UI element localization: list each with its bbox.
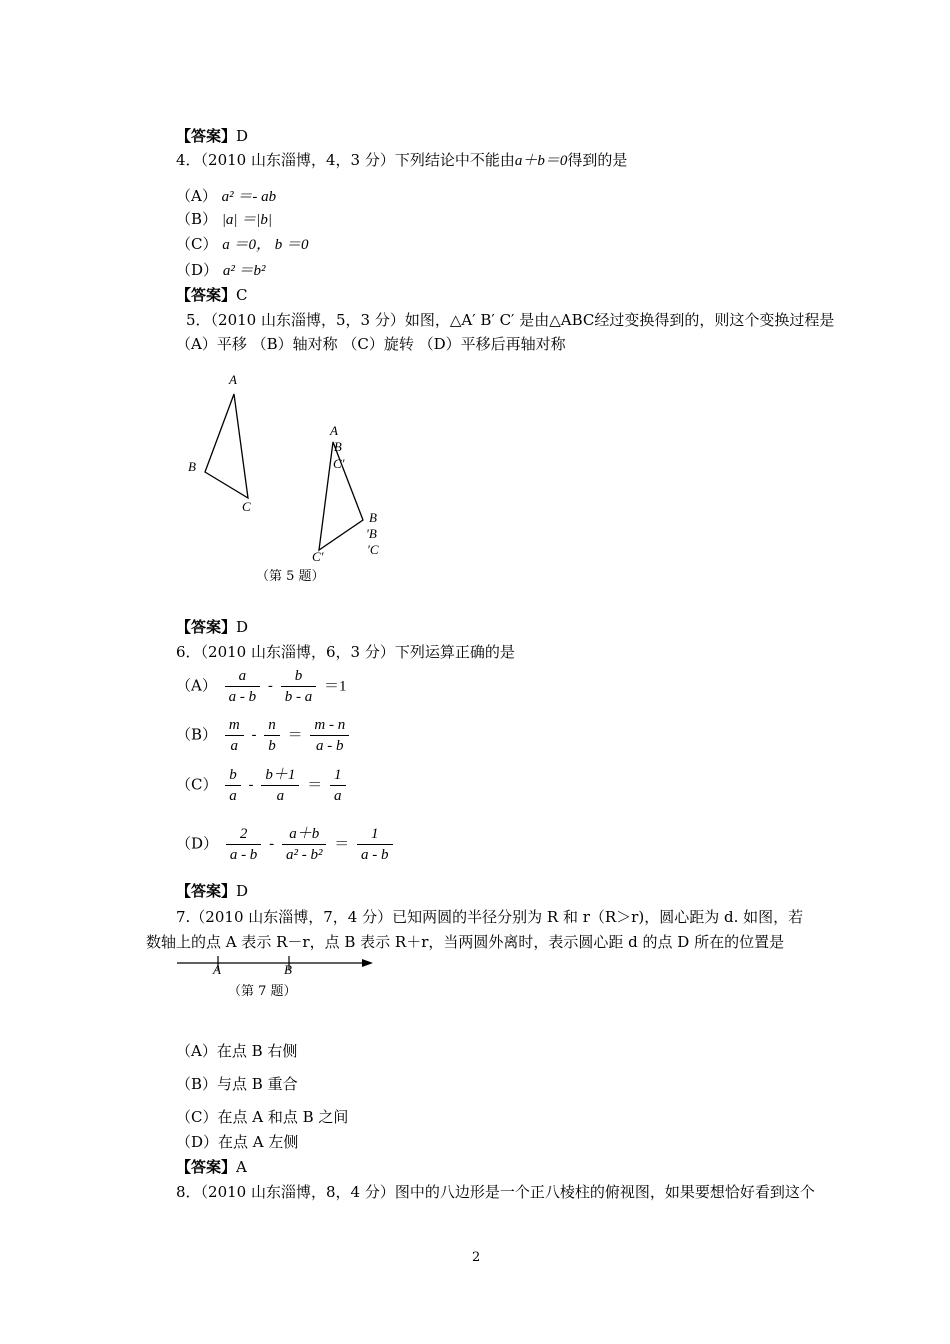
q5-options: （A）平移 （B）轴对称 （C）旋转 （D）平移后再轴对称 — [176, 335, 566, 353]
axis-label-a: A — [213, 962, 221, 977]
label-b-prime-1: B — [369, 510, 377, 525]
q4-option-d: （D） a² ＝b² — [176, 261, 266, 279]
q7-line2: 数轴上的点 A 表示 R－r，点 B 表示 R＋r，当两圆外离时，表示圆心距 d 的点 D 所在的位置是 — [146, 933, 785, 951]
q4-option-c: （C） a ＝0， b ＝0 — [176, 235, 309, 253]
label-c-prime: C′ — [312, 549, 324, 564]
answer-q3: 【答案】D — [176, 127, 249, 145]
axis-label-b: B — [284, 962, 292, 977]
q8-stem: 8．（2010 山东淄博，8，4 分）图中的八边形是一个正八棱柱的俯视图，如果要想恰好看到这个 — [176, 1183, 815, 1201]
q7-option-a: （A）在点 B 右侧 — [176, 1042, 298, 1060]
answer-q7: 【答案】A — [176, 1158, 247, 1176]
answer-q6: 【答案】D — [176, 882, 249, 900]
label-a-prime-2: ′B — [331, 439, 342, 454]
q7-option-c: （C）在点 A 和点 B 之间 — [176, 1108, 349, 1126]
q7-option-d: （D）在点 A 左侧 — [176, 1133, 299, 1151]
page-number: 2 — [472, 1250, 481, 1265]
q4-option-a: （A） a² ＝- ab — [176, 187, 277, 205]
q7-option-b: （B）与点 B 重合 — [176, 1075, 298, 1093]
q5-stem: 5．（2010 山东淄博，5，3 分）如图，△A′ B′ C′ 是由△ABC经过变换得到的，则这个变换过程是 — [186, 311, 835, 329]
q7-figure-caption: （第 7 题） — [228, 984, 297, 999]
q4-stem: 4．（2010 山东淄博，4，3 分）下列结论中不能由a＋b＝0得到的是 — [176, 151, 628, 169]
q7-line1: 7.（2010 山东淄博，7，4 分）已知两圆的半径分别为 R 和 r（R＞r)，圆心距为 d. 如图，若 — [176, 908, 804, 926]
label-a: A — [229, 372, 237, 387]
q5-figure-caption: （第 5 题） — [256, 569, 325, 584]
label-a-prime-3: C′ — [333, 456, 345, 471]
label-a-prime-1: A — [330, 423, 338, 438]
answer-q4: 【答案】C — [176, 286, 248, 304]
label-c: C — [242, 499, 251, 514]
q4-option-b: （B） |a| ＝|b| — [176, 210, 273, 228]
answer-q5: 【答案】D — [176, 618, 249, 636]
label-b-prime-2: ′B — [366, 526, 377, 541]
q6-option-c: （C） $\frac{b}{a}$ - $\frac{b+1}{a}$ ＝ $\frac{1}{a}$ — [176, 766, 349, 805]
q6-option-b: （B） $\frac{m}{a}$ - $\frac{n}{b}$ ＝ $\frac{m - n}{a - b}$ — [176, 716, 352, 755]
q6-stem: 6．（2010 山东淄博，6，3 分）下列运算正确的是 — [176, 643, 515, 661]
label-b: B — [188, 459, 196, 474]
q6-option-d: （D） $\frac{2}{a - b}$ - $\frac{a+b}{\text{a² - b²}}$ ＝ $\frac{1}{a - b}$ — [176, 825, 396, 864]
label-b-prime-3: ′C — [367, 542, 379, 557]
q6-option-a: （A） $\frac{a}{a - b}$ - $\frac{b}{b - a}$ ＝1 — [176, 668, 347, 705]
